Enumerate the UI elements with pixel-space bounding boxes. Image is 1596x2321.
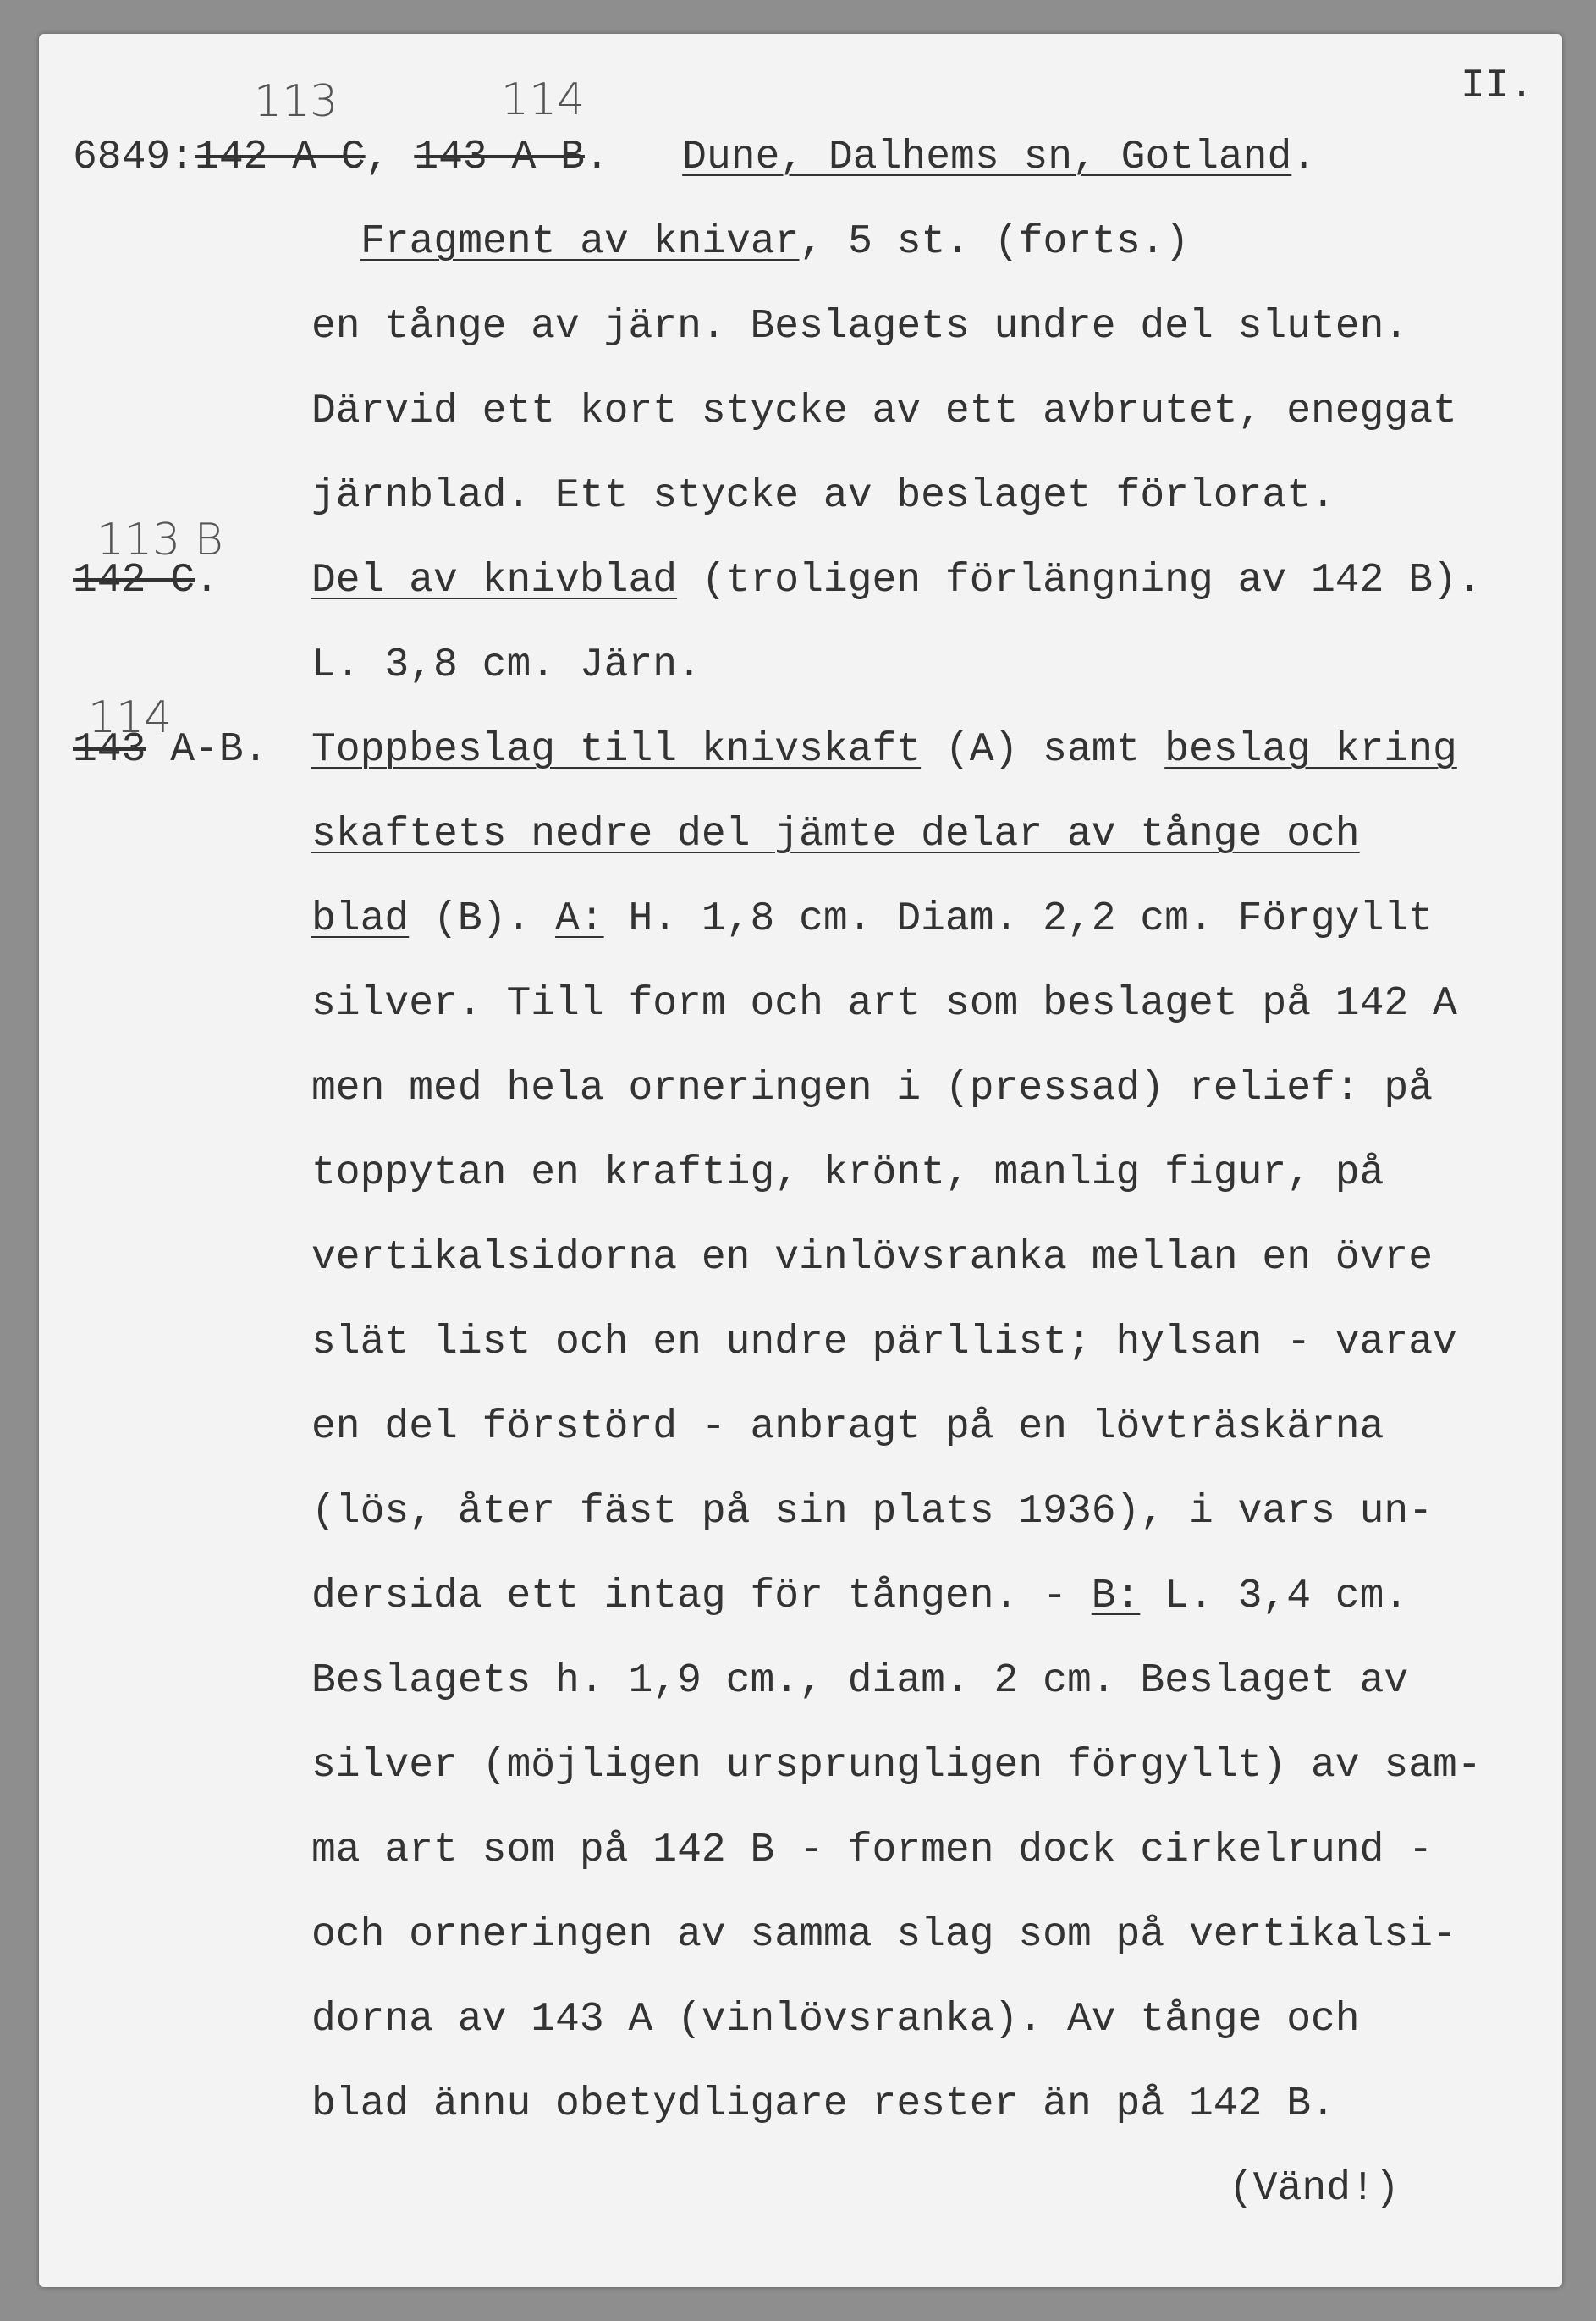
text-line: dorna av 143 A (vinlövsranka). Av tånge och — [311, 1997, 1360, 2043]
text-line: L. 3,8 cm. Järn. — [311, 642, 702, 688]
part-a-label: A: — [555, 896, 604, 942]
part-b-label: B: — [1091, 1574, 1141, 1619]
text-line: en del förstörd - anbragt på en lövträskärna — [311, 1404, 1384, 1450]
handwritten-number-113b: 113 B — [96, 515, 223, 565]
label-rest: A-B. — [146, 727, 268, 773]
footer-turn-over: (Vänd!) — [1229, 2166, 1400, 2212]
entry-ab-line-2: skaftets nedre del jämte delar av tånge och — [311, 812, 1360, 857]
text-segment: L. 3,4 cm. — [1140, 1574, 1409, 1619]
handwritten-number-113: 113 — [254, 76, 338, 127]
text-line: men med hela orneringen i (pressad) relief: på — [311, 1066, 1434, 1111]
text-line: slät list och en undre pärllist; hylsan - varav — [311, 1320, 1457, 1365]
location: Dune, Dalhems sn, Gotland — [682, 135, 1292, 180]
location-end: . — [1291, 135, 1317, 180]
entry-c-title-line — [311, 557, 1482, 604]
separator: , — [365, 135, 390, 180]
text-segment: (A) samt — [921, 727, 1165, 773]
text-line: toppytan en kraftig, krönt, manlig figur, på — [311, 1150, 1384, 1196]
text-segment: dersida ett intag för tången. - — [311, 1574, 1092, 1619]
entry-ab-title: Toppbeslag till knivskaft — [311, 727, 922, 773]
subtitle — [360, 218, 1189, 266]
text-line: Beslagets h. 1,9 cm., diam. 2 cm. Beslaget av — [311, 1658, 1409, 1704]
catalog-prefix: 6849: — [73, 135, 195, 180]
text-line: järnblad. Ett stycke av beslaget förlorat. — [311, 473, 1335, 519]
text-line: en tånge av järn. Beslagets undre del sluten. — [311, 304, 1409, 350]
label-end: . — [195, 558, 219, 604]
page-number: II. — [1461, 63, 1534, 109]
subtitle-rest: , 5 st. (forts.) — [799, 219, 1190, 265]
catalog-header — [73, 134, 1316, 181]
entry-c-title-rest: (troligen förlängning av 142 B). — [677, 558, 1482, 604]
catalog-card — [39, 34, 1562, 2287]
subtitle-underlined: Fragment av knivar — [360, 219, 800, 265]
text-line: vertikalsidorna en vinlövsranka mellan en övre — [311, 1235, 1434, 1281]
entry-ab-line-1 — [311, 726, 1457, 774]
text-segment: (B). — [409, 896, 556, 942]
entry-label-142c — [73, 557, 219, 604]
text-line: (lös, åter fäst på sin plats 1936), i vars un- — [311, 1489, 1434, 1535]
text-line: silver (möjligen ursprungligen förgyllt) av sam- — [311, 1743, 1482, 1789]
entry-ab-line-11 — [311, 1573, 1408, 1620]
entry-label-143 — [73, 726, 267, 774]
entry-ab-line-3 — [311, 896, 1433, 943]
text-segment: H. 1,8 cm. Diam. 2,2 cm. Förgyllt — [603, 896, 1434, 942]
entry-ab-title-3: blad — [311, 896, 410, 942]
text-line: blad ännu obetydligare rester än på 142 B. — [311, 2081, 1335, 2127]
text-line: silver. Till form och art som beslaget på 142 A — [311, 981, 1457, 1027]
separator-dot: . — [584, 135, 609, 180]
struck-ref-2: 143 A-B — [414, 135, 585, 180]
text-line: Därvid ett kort stycke av ett avbrutet, eneggat — [311, 389, 1457, 434]
text-line: ma art som på 142 B - formen dock cirkelrund - — [311, 1828, 1434, 1873]
handwritten-number-114: 114 — [501, 74, 586, 125]
entry-ab-title-2: beslag kring — [1164, 727, 1457, 773]
struck-label-143: 143 — [73, 727, 146, 773]
struck-ref-1: 142 A-C — [195, 135, 366, 180]
struck-label-142c: 142 C — [73, 558, 195, 604]
handwritten-number-114b: 114 — [88, 692, 173, 743]
text-line: och orneringen av samma slag som på vertikalsi- — [311, 1912, 1457, 1958]
entry-c-title: Del av knivblad — [311, 558, 678, 604]
